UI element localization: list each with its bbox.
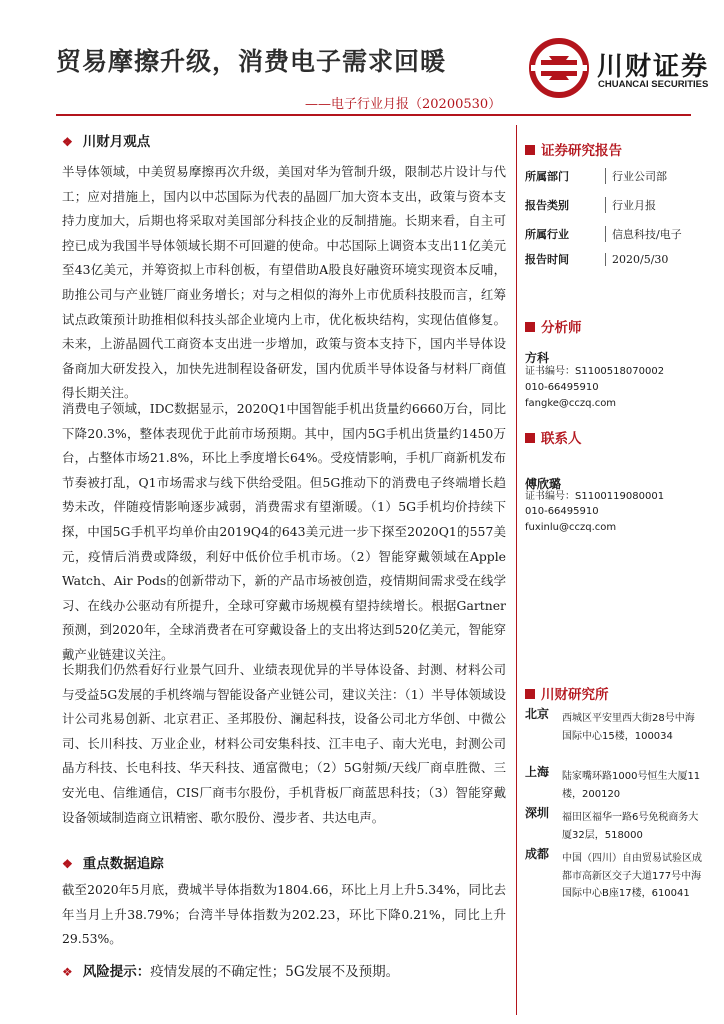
report-subtitle: ——电子行业月报（20200530） bbox=[305, 97, 502, 112]
paragraph-consumer-electronics: 消费电子领域，IDC数据显示，2020Q1中国智能手机出货量约6660万台，同比下降20.3%，整体表现优于此前市场预期。其中，国内5G手机出货量约1450万台，占整体市场21.8%，环比上季度增长64%。受疫情影响，手机厂商新机发布节奏被打乱，Q1市场需求与线下供给受阻。但5G推动下的消费电子终端增长趋势未改，伴随疫情影响逐步减弱，消费需求有望渐暖。（1）5G手机均价持续下探，中国5G手机平均单价由2019Q4的643美元进一步下探至2020Q1的557美元，疫情后消费或降级，利好中低价位手机市场。（2）智能穿戴领域在Apple Watch、Air Pods的创新带动下，新的产品市场被创造，疫情期间需求受在线学习、在线办公驱动有所提升，全球可穿戴市场规模有望持续增长。根据Gartner预测，到2020年，全球消费者在可穿戴设备上的支出将达到520亿美元，智能穿戴产业链建议关注。 bbox=[62, 401, 506, 662]
company-logo-icon bbox=[527, 38, 591, 98]
square-bullet-icon bbox=[525, 145, 535, 155]
office-city-beijing: 北京 bbox=[525, 707, 550, 721]
contact-phone: 010-66495910 bbox=[525, 506, 599, 517]
sidebar-heading-report: 证券研究报告 bbox=[525, 139, 622, 159]
paragraph-recommendations: 长期我们仍然看好行业景气回升、业绩表现优异的半导体设备、封测、材料公司与受益5G发展的手机终端与智能设备产业链公司，建议关注：（1）半导体领域设计公司兆易创新、北京君正、圣邦股份、澜起科技，设备公司北方华创、中微公司、长川科技、万业企业，材料公司安集科技、江丰电子、南大光电，封测公司晶方科技、长电科技、华天科技、通富微电；（2）5G射频/天线厂商卓胜微、三安光电、信维通信，CIS厂商韦尔股份，手机背板厂商蓝思科技；（3）智能穿戴设备领域制造商立讯精密、歌尔股份、漫步者、共达电声。 bbox=[62, 662, 506, 825]
square-bullet-icon bbox=[525, 433, 535, 443]
office-city-shanghai: 上海 bbox=[525, 765, 550, 779]
info-row-date: 报告时间 2020/5/30 bbox=[525, 253, 669, 266]
sidebar-heading-institute: 川财研究所 bbox=[525, 683, 609, 703]
paragraph-data-tracking: 截至2020年5月底，费城半导体指数为1804.66，环比上月上升5.34%，同比去年当月上升38.79%；台湾半导体指数为202.23，环比下降0.21%，同比上升29.53%。 bbox=[62, 882, 506, 947]
analyst-cert: 证书编号：S1100518070002 bbox=[525, 366, 665, 377]
office-address-shenzhen: 福田区福华一路6号免税商务大厦32层，518000 bbox=[562, 812, 699, 841]
info-row-industry: 所属行业 信息科技/电子 bbox=[525, 228, 682, 241]
paragraph-semiconductor: 半导体领域，中美贸易摩擦再次升级，美国对华为管制升级，限制芯片设计与代工；应对措施上，国内以中芯国际为代表的晶圆厂加大资本支出，政策与资本支持力度加大，后期也将采取对美国部分科技企业的反制措施。长期来看，自主可控已成为我国半导体领域长期不可回避的使命。中芯国际上调资本支出11亿美元至43亿美元，并筹资拟上市科创板，有望借助A股良好融资环境实现资本反哺，助推公司与产业链厂商业务增长；对与之相似的海外上市优质科技股而言，红筹试点政策预计助推相似科技头部企业境内上市，优化板块结构，实现估值修复。未来，上游晶圆代工商资本支出进一步增加，政策与资本支持下，国内半导体设备商加大研发投入，加快先进制程设备研发，国内优质半导体设备与材料厂商值得长期关注。 bbox=[62, 164, 506, 401]
office-address-beijing: 西城区平安里西大街28号中海国际中心15楼，100034 bbox=[562, 713, 695, 742]
info-row-category: 报告类别 行业月报 bbox=[525, 199, 656, 212]
diamond-bullet-icon: ❖ bbox=[62, 857, 73, 871]
diamond-bullet-icon: ❖ bbox=[62, 135, 73, 149]
risk-warning: ❖ 风险提示：疫情发展的不确定性；5G发展不及预期。 bbox=[62, 964, 400, 980]
company-name-cn: 川财证券 bbox=[597, 52, 710, 82]
office-city-shenzhen: 深圳 bbox=[525, 806, 550, 820]
sidebar-heading-analyst: 分析师 bbox=[525, 316, 582, 336]
sidebar-divider bbox=[516, 125, 517, 1015]
diamond-bullet-icon: ❖ bbox=[62, 965, 73, 979]
contact-email[interactable]: fuxinlu@cczq.com bbox=[525, 522, 617, 533]
office-address-shanghai: 陆家嘴环路1000号恒生大厦11楼，200120 bbox=[562, 771, 701, 800]
section-heading-data: ❖ 重点数据追踪 bbox=[62, 856, 164, 872]
report-title: 贸易摩擦升级，消费电子需求回暖 bbox=[56, 47, 447, 76]
contact-cert: 证书编号：S1100119080001 bbox=[525, 491, 665, 502]
info-row-department: 所属部门 行业公司部 bbox=[525, 170, 667, 183]
section-heading-views: ❖ 川财月观点 bbox=[62, 134, 151, 150]
company-name-en: CHUANCAI SECURITIES bbox=[598, 79, 709, 90]
sidebar-heading-contact: 联系人 bbox=[525, 427, 582, 447]
analyst-email[interactable]: fangke@cczq.com bbox=[525, 398, 617, 409]
square-bullet-icon bbox=[525, 689, 535, 699]
square-bullet-icon bbox=[525, 322, 535, 332]
analyst-name: 方科 bbox=[525, 351, 550, 365]
office-city-chengdu: 成都 bbox=[525, 847, 550, 861]
contact-name: 傅欣璐 bbox=[525, 477, 562, 491]
office-address-chengdu: 中国（四川）自由贸易试验区成都市高新区交子大道177号中海国际中心B座17楼，610041 bbox=[562, 853, 702, 899]
header-rule bbox=[56, 114, 691, 116]
analyst-phone: 010-66495910 bbox=[525, 382, 599, 393]
